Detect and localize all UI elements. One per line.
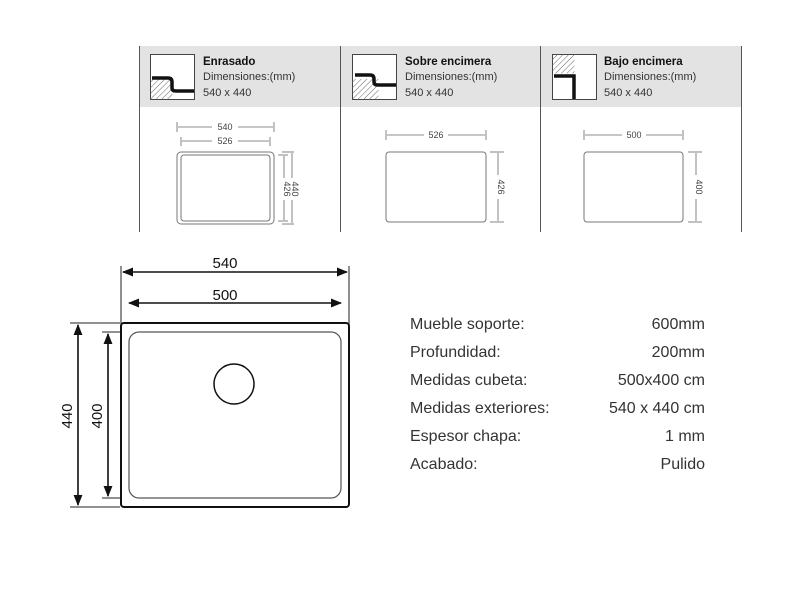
sink-bowl [129, 332, 341, 498]
dimensions-value: 540 x 440 [405, 87, 454, 99]
spec-value: 540 x 440 cm [608, 400, 705, 417]
dim-width: 500 [626, 130, 642, 140]
outer-height-label: 440 [59, 403, 76, 429]
sink-technical-drawing [50, 250, 370, 520]
drain-hole [214, 364, 254, 404]
dimensions-label: Dimensiones:(mm) [604, 71, 697, 83]
dim-height: 400 [694, 179, 704, 195]
panel-title: Enrasado [203, 56, 256, 68]
dim-width: 526 [428, 130, 444, 140]
divider [139, 46, 140, 232]
spec-value: 1 mm [665, 428, 705, 445]
dim-inner-height: 426 [282, 181, 292, 197]
outer-width-label: 540 [212, 255, 238, 272]
inner-height-label: 400 [89, 403, 106, 429]
dim-outer-height: 440 [290, 181, 300, 197]
spec-label: Medidas cubeta: [410, 372, 528, 389]
flush-mount-drawing [170, 118, 330, 230]
divider [741, 46, 742, 232]
dim-outer-width: 540 [217, 122, 233, 132]
inner-width-label: 500 [212, 287, 238, 304]
spec-label: Profundidad: [410, 344, 501, 361]
spec-value: Pulido [660, 456, 705, 473]
undermount-icon [552, 54, 597, 100]
top-mount-icon [352, 54, 397, 100]
dim-height: 426 [496, 179, 506, 195]
dimensions-value: 540 x 440 [203, 87, 252, 99]
spec-value: 500x400 cm [617, 372, 705, 389]
dimensions-label: Dimensiones:(mm) [405, 71, 498, 83]
spec-value: 200mm [651, 344, 705, 361]
spec-label: Mueble soporte: [410, 316, 525, 333]
dimensions-value: 540 x 440 [604, 87, 653, 99]
spec-value: 600mm [651, 316, 705, 333]
spec-label: Medidas exteriores: [410, 400, 550, 417]
panel-title: Sobre encimera [405, 56, 492, 68]
undermount-drawing [578, 125, 718, 230]
dim-inner-width: 526 [217, 136, 233, 146]
spec-label: Acabado: [410, 456, 478, 473]
divider [340, 46, 341, 232]
divider [540, 46, 541, 232]
panel-title: Bajo encimera [604, 56, 683, 68]
spec-label: Espesor chapa: [410, 428, 522, 445]
dimensions-label: Dimensiones:(mm) [203, 71, 296, 83]
flush-mount-icon [150, 54, 195, 100]
top-mount-drawing [380, 125, 520, 230]
